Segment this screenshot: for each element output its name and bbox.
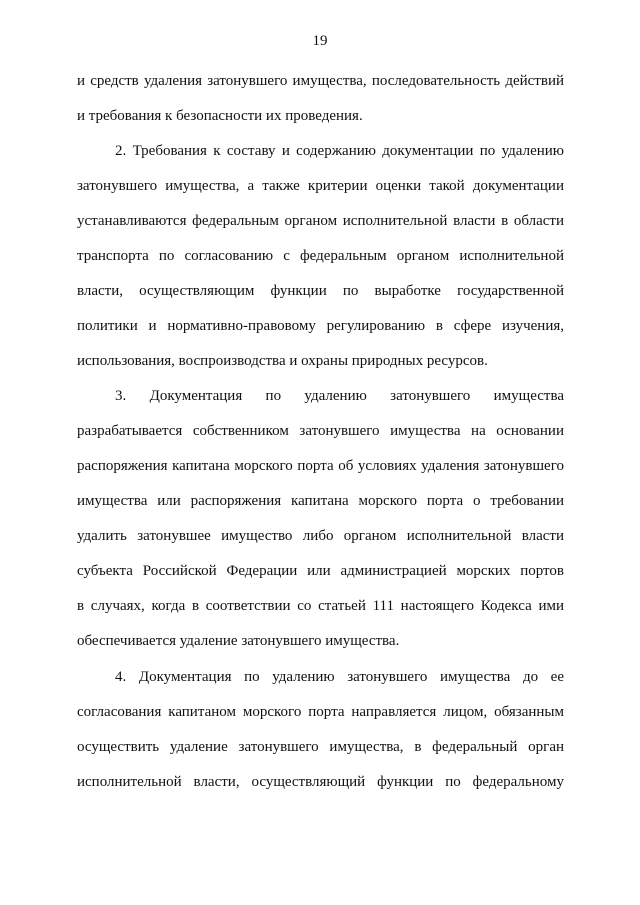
paragraph-first-line: 3. Документация по удалению затонувшего имущества <box>115 388 564 404</box>
text-line: имущества или распоряжения капитана морского порта о требовании <box>77 493 564 509</box>
paragraph-first-line: 4. Документация по удалению затонувшего имущества до ее <box>115 669 564 685</box>
text-line: и средств удаления затонувшего имущества, последовательность действий <box>77 73 564 89</box>
text-line: устанавливаются федеральным органом исполнительной власти в области <box>77 213 564 229</box>
text-line: субъекта Российской Федерации или администрацией морских портов <box>77 563 564 579</box>
text-line: транспорта по согласованию с федеральным органом исполнительной <box>77 248 564 264</box>
paragraph-first-line: 2. Требования к составу и содержанию документации по удалению <box>115 143 564 159</box>
text-line: в случаях, когда в соответствии со статьей 111 настоящего Кодекса ими <box>77 598 564 614</box>
text-line: обеспечивается удаление затонувшего имущества. <box>77 633 400 649</box>
text-line: исполнительной власти, осуществляющий функции по федеральному <box>77 774 564 790</box>
page-number: 19 <box>312 33 328 49</box>
text-line: использования, воспроизводства и охраны природных ресурсов. <box>77 353 488 369</box>
text-line: согласования капитаном морского порта направляется лицом, обязанным <box>77 704 564 720</box>
text-line: власти, осуществляющим функции по выработке государственной <box>77 283 564 299</box>
text-line: разрабатывается собственником затонувшего имущества на основании <box>77 423 564 439</box>
text-line: распоряжения капитана морского порта об условиях удаления затонувшего <box>77 458 564 474</box>
text-line: политики и нормативно-правовому регулированию в сфере изучения, <box>77 318 564 334</box>
text-line: и требования к безопасности их проведения. <box>77 108 363 124</box>
text-line: затонувшего имущества, а также критерии оценки такой документации <box>77 178 564 194</box>
text-line: осуществить удаление затонувшего имущества, в федеральный орган <box>77 739 564 755</box>
text-line: удалить затонувшее имущество либо органом исполнительной власти <box>77 528 564 544</box>
